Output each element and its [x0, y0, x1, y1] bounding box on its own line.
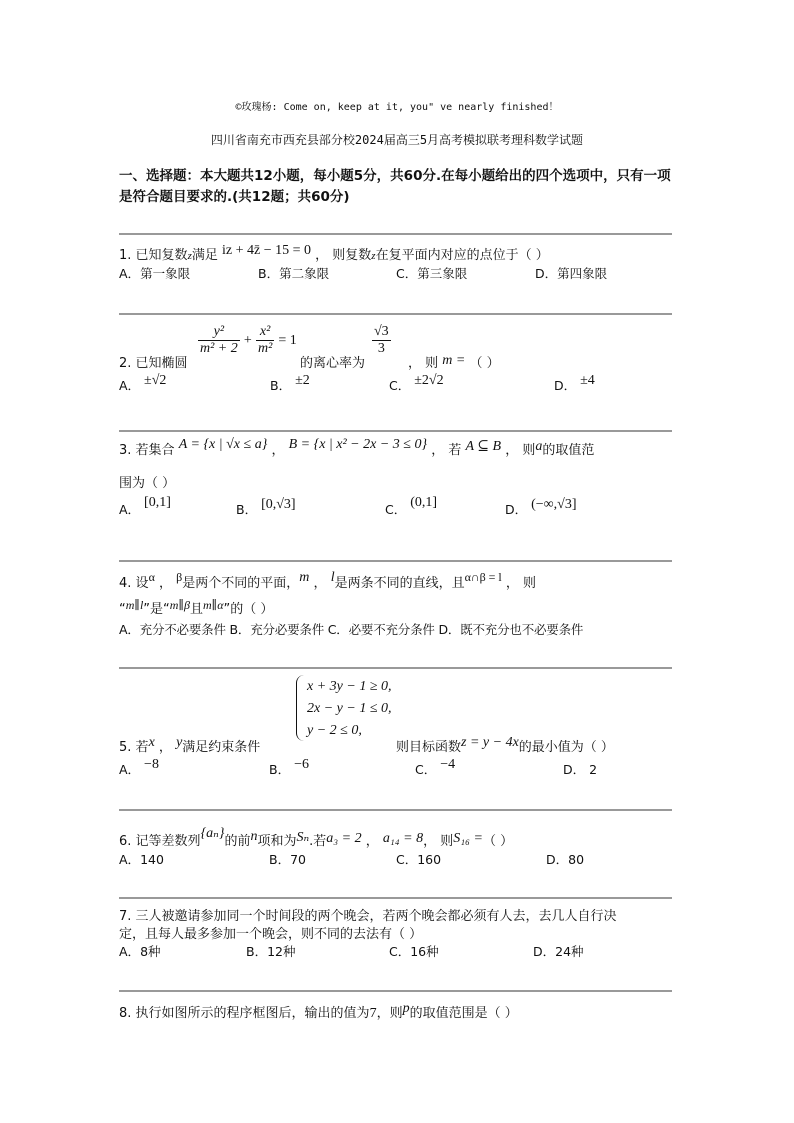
divider — [119, 233, 672, 235]
option-d[interactable]: D． ±4 — [554, 373, 595, 393]
option-b[interactable]: B． [0,√3] — [236, 497, 296, 517]
option-c[interactable]: C． ±2√2 — [389, 373, 444, 393]
question-7-line2: 定，且每人最多参加一个晚会，则不同的去法有（ ） — [119, 927, 423, 942]
option-a[interactable]: A．8种 — [119, 944, 161, 959]
header-note: ©玫瑰杨: Come on, keep at it, you" ve nearly finished！ — [235, 102, 559, 113]
question-2-ask: ， 则 m = （ ） — [408, 353, 500, 371]
option-c[interactable]: C．16种 — [389, 944, 439, 959]
option-c[interactable]: C．第三象限 — [396, 266, 468, 281]
divider — [119, 560, 672, 562]
divider — [119, 990, 672, 992]
option-a[interactable]: A． [0,1] — [119, 495, 171, 517]
constraint-brace — [296, 675, 307, 741]
divider — [119, 430, 672, 432]
question-7: 7. 三人被邀请参加同一个时间段的两个晚会，若两个晚会都必须有人去，去几人自行决 — [119, 909, 617, 924]
option-b[interactable]: B．70 — [269, 852, 306, 867]
option-c[interactable]: C． (0,1] — [385, 495, 438, 517]
option-b[interactable]: B．第二象限 — [258, 266, 330, 281]
question-1: 1. 已知复数z满足 iz + 4z̄ − 15 = 0 ， 则复数z在复平面内对应的点位于（ ） — [119, 243, 549, 263]
option-b[interactable]: B． ±2 — [270, 373, 310, 393]
divider — [119, 897, 672, 899]
option-a[interactable]: A． −8 — [119, 757, 159, 777]
question-2-text: 的离心率为 — [300, 356, 366, 371]
option-c[interactable]: C．160 — [396, 852, 442, 867]
question-4-options[interactable]: A．充分不必要条件 B．充分必要条件 C．必要不充分条件 D．既不充分也不必要条件 — [119, 622, 584, 637]
question-5-objective: 则目标函数z = y − 4x的最小值为（ ） — [396, 735, 614, 755]
divider — [119, 809, 672, 811]
question-5: 5. 若x ， y满足约束条件 — [119, 735, 261, 755]
option-a[interactable]: A．140 — [119, 852, 164, 867]
ellipse-equation: $\frac{\text{y²}}{\text{m² + 2}}$ + $\frac{\text{x²}}{\text{m²}}$ = 1 — [200, 324, 297, 356]
constraint-system: x + 3y − 1 ≥ 0, 2x − y − 1 ≤ 0, y − 2 ≤ 0, — [307, 679, 392, 738]
divider — [119, 667, 672, 669]
question-4: 4. 设α ， β是两个不同的平面，m ， l是两条不同的直线，且α∩β = l ， 则 — [119, 570, 537, 591]
option-b[interactable]: B．12种 — [246, 944, 296, 959]
option-d[interactable]: D．80 — [546, 852, 585, 867]
question-3-line2: 围为（ ） — [119, 476, 176, 491]
option-d[interactable]: D．24种 — [533, 944, 584, 959]
option-a[interactable]: A． ±√2 — [119, 373, 167, 393]
option-d[interactable]: D．第四象限 — [535, 266, 608, 281]
option-a[interactable]: A．第一象限 — [119, 266, 191, 281]
section-heading: 一、选择题：本大题共12小题，每小题5分，共60分.在每小题给出的四个选项中，只有一项是符合题目要求的.(共12题；共60分) — [119, 168, 671, 205]
option-b[interactable]: B． −6 — [269, 757, 309, 777]
eccentricity-fraction: $\frac{√3}{3}$ — [374, 324, 389, 356]
page-title: 四川省南充市西充县部分校2024届高三5月高考模拟联考理科数学试题 — [210, 133, 584, 147]
question-6: 6. 记等差数列{aₙ}的前n项和为Sₙ.若a₃ = 2 ， a₁₄ = 8， 则S₁₆ =（ ） — [119, 826, 514, 849]
option-d[interactable]: D． 2 — [563, 762, 598, 777]
divider — [119, 313, 672, 315]
option-c[interactable]: C． −4 — [415, 757, 456, 777]
question-3: 3. 若集合 A = {x | √x ≤ a} ， B = {x | x² − 2x − 3 ≤ 0} ， 若 A ⊆ B ， 则a的取值范 — [119, 437, 595, 458]
option-d[interactable]: D． (−∞,√3] — [505, 497, 577, 517]
question-2-label: 2. 已知椭圆 — [119, 356, 188, 371]
question-4-line2: “m∥l”是“m∥β且m∥α”的（ ） — [119, 598, 274, 617]
question-8: 8. 执行如图所示的程序框图后，输出的值为7，则p的取值范围是（ ） — [119, 1001, 518, 1021]
